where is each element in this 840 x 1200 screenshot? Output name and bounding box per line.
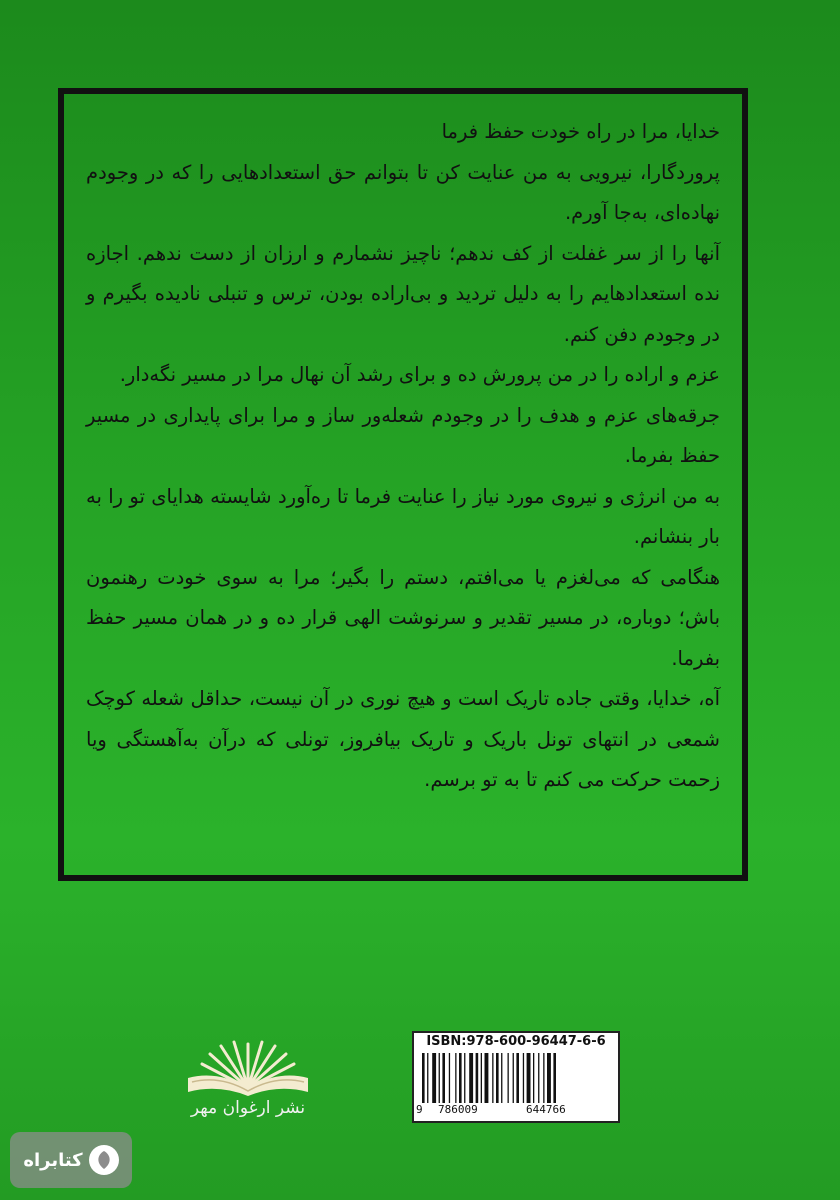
paragraph: عزم و اراده را در من پرورش ده و برای رشد آن نهال مرا در مسیر نگه‌دار. [119, 363, 720, 386]
barcode-digits-right: 644766 [526, 1103, 566, 1116]
open-book-icon [178, 1030, 318, 1100]
barcode-bars [422, 1053, 612, 1103]
barcode-bar [547, 1053, 551, 1103]
barcode-bar [439, 1053, 440, 1103]
barcode-bar [553, 1053, 556, 1103]
barcode-bar [427, 1053, 428, 1103]
barcode-bar [501, 1053, 502, 1103]
isbn-barcode [412, 1031, 620, 1123]
paragraph: خدایا، مرا در راه خودت حفظ فرما [441, 120, 720, 143]
barcode-bar [469, 1053, 473, 1103]
barcode-digits-left: 786009 [438, 1103, 478, 1116]
barcode-bar [481, 1053, 482, 1103]
barcode-bar [492, 1053, 493, 1103]
barcode-bar [432, 1053, 436, 1103]
barcode-bar [449, 1053, 450, 1103]
barcode-bar [516, 1053, 519, 1103]
isbn-label: ISBN:978-600-96447-6-6 [426, 1034, 606, 1049]
barcode-bar [422, 1053, 425, 1103]
paragraph: هنگامی که می‌لغزم یا می‌افتم، دستم را بگیر؛ مرا به سوی خودت رهنمون باش؛ دوباره، در مسیر تقدیر و سرنوشت الهی قرار ده و در همان مسیر حفظ بفرما. [86, 565, 720, 670]
leaf-icon [89, 1145, 119, 1175]
barcode-bar [527, 1053, 531, 1103]
barcode-bar [442, 1053, 445, 1103]
prayer-text [86, 112, 720, 801]
paragraph: جرقه‌های عزم و هدف را در وجودم شعله‌ور ساز و مرا برای پایداری در مسیر حفظ بفرما. [86, 403, 720, 467]
paragraph: آه، خدایا، وقتی جاده تاریک است و هیچ نوری در آن نیست، حداقل شعله کوچک شمعی در انتهای تونل باریک و تاریک بیافروز، تونلی که درآن به‌آهستگی ویا زحمت حرکت می کنم تا به تو برسم. [86, 687, 720, 791]
watermark-badge [10, 1132, 132, 1188]
barcode-bar [455, 1053, 456, 1103]
barcode-bar [464, 1053, 465, 1103]
text-frame [58, 88, 748, 881]
barcode-bar [485, 1053, 489, 1103]
barcode-bar [543, 1053, 544, 1103]
barcode-bar [533, 1053, 534, 1103]
barcode-bar [523, 1053, 524, 1103]
publisher-logo [178, 1030, 318, 1140]
barcode-bar [459, 1053, 462, 1103]
paragraph: آنها را از سر غفلت از کف ندهم؛ ناچیز نشمارم و ارزان از دست ندهم. اجازه نده استعدادهایم را به دلیل تردید و بی‌اراده بودن، ترس و تنبلی نادیده بگیرم و در وجودم دفن کنم. [86, 241, 720, 346]
watermark-text: کتابراه [23, 1149, 83, 1171]
barcode-bar [513, 1053, 514, 1103]
barcode-bar [476, 1053, 479, 1103]
barcode-digit-first: 9 [416, 1103, 423, 1116]
barcode-bar [508, 1053, 509, 1103]
publisher-name: نشر ارغوان مهر [190, 1098, 306, 1118]
paragraph: به من انرژی و نیروی مورد نیاز را عنایت فرما تا ره‌آورد شایسته هدایای تو را به بار بنشانم. [86, 484, 720, 548]
paragraph: پروردگارا، نیرویی به من عنایت کن تا بتوانم حق استعدادهایی را که در وجودم نهاده‌ای، به‌جا آورم. [86, 160, 720, 224]
barcode-bar [496, 1053, 499, 1103]
barcode-bar [538, 1053, 539, 1103]
